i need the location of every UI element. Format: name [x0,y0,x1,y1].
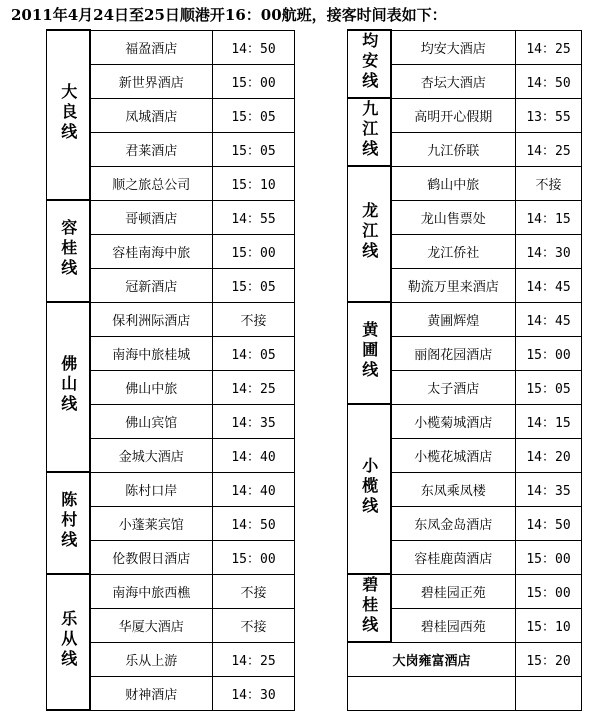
time-cell: 15：00 [213,540,295,574]
special-time-cell: 15：20 [516,642,582,677]
time-cell: 13：55 [516,98,582,132]
table-row [47,574,295,608]
time-cell: 14：05 [213,336,295,370]
hotel-cell: 保利洲际酒店 [90,302,213,336]
time-cell: 15：05 [516,370,582,404]
time-cell: 14：30 [213,676,295,710]
table-row [47,200,295,234]
route-cell [47,30,90,200]
hotel-cell: 陈村口岸 [90,472,213,506]
route-name: 黄圃线 [359,321,379,381]
hotel-cell: 龙江侨社 [391,234,516,268]
route-cell [47,574,90,710]
hotel-cell: 乐从上游 [90,642,213,676]
hotel-cell: 冠新酒店 [90,268,213,302]
table-row [348,166,582,200]
time-cell: 15：00 [516,540,582,574]
hotel-cell: 财神酒店 [90,676,213,710]
page-title: 2011年4月24日至25日顺港开16：00航班，接客时间表如下： [11,6,447,24]
time-cell: 15：05 [213,268,295,302]
time-cell: 15：00 [213,64,295,98]
time-cell: 不接 [516,166,582,200]
hotel-cell: 佛山宾馆 [90,404,213,438]
route-name: 容桂线 [58,219,78,279]
route-name: 九江线 [359,100,379,160]
time-cell: 14：15 [516,404,582,438]
time-cell: 15：10 [516,608,582,642]
hotel-cell: 小榄菊城酒店 [391,404,516,438]
route-name: 龙江线 [359,202,379,262]
table-row [348,30,582,64]
hotel-cell: 南海中旅西樵 [90,574,213,608]
route-name: 碧桂线 [359,576,379,636]
time-cell: 15：05 [213,132,295,166]
hotel-cell: 福盈酒店 [90,30,213,64]
table-row [348,404,582,438]
time-cell: 14：30 [516,234,582,268]
hotel-cell: 勒流万里来酒店 [391,268,516,302]
hotel-cell: 鹤山中旅 [391,166,516,200]
table-row-special [348,642,582,677]
time-cell: 14：15 [516,200,582,234]
route-name: 大良线 [58,83,78,143]
time-cell: 14：50 [516,506,582,540]
hotel-cell: 均安大酒店 [391,30,516,64]
time-cell: 14：25 [516,30,582,64]
empty-cell [516,677,582,711]
time-cell: 14：50 [213,30,295,64]
hotel-cell: 哥顿酒店 [90,200,213,234]
time-cell: 14：25 [213,370,295,404]
time-cell: 14：50 [516,64,582,98]
time-cell: 14：35 [516,472,582,506]
hotel-cell: 小蓬莱宾馆 [90,506,213,540]
time-cell: 14：45 [516,302,582,336]
hotel-cell: 伦教假日酒店 [90,540,213,574]
time-cell: 14：45 [516,268,582,302]
route-name: 陈村线 [58,491,78,551]
hotel-cell: 龙山售票处 [391,200,516,234]
hotel-cell: 新世界酒店 [90,64,213,98]
time-cell: 不接 [213,302,295,336]
column-gap [294,29,347,718]
time-cell: 14：40 [213,438,295,472]
route-cell [47,472,90,574]
hotel-cell: 君莱酒店 [90,132,213,166]
time-cell: 15：00 [516,336,582,370]
empty-cell [348,677,516,711]
right-schedule-table [347,29,582,711]
hotel-cell: 丽阁花园酒店 [391,336,516,370]
route-name: 小榄线 [359,457,379,517]
time-cell: 不接 [213,608,295,642]
time-cell: 14：35 [213,404,295,438]
hotel-cell: 容桂鹿茵酒店 [391,540,516,574]
time-cell: 15：05 [213,98,295,132]
route-cell [348,302,391,404]
table-row [348,98,582,132]
hotel-cell: 太子酒店 [391,370,516,404]
hotel-cell: 凤城酒店 [90,98,213,132]
hotel-cell: 顺之旅总公司 [90,166,213,200]
route-name: 均安线 [359,32,379,92]
hotel-cell: 东凤金岛酒店 [391,506,516,540]
route-cell [47,200,90,302]
hotel-cell: 小榄花城酒店 [391,438,516,472]
hotel-cell: 高明开心假期 [391,98,516,132]
table-row [348,302,582,336]
hotel-cell: 南海中旅桂城 [90,336,213,370]
time-cell: 14：55 [213,200,295,234]
hotel-cell: 佛山中旅 [90,370,213,404]
route-cell [348,404,391,574]
hotel-cell: 碧桂园正苑 [391,574,516,608]
hotel-cell: 碧桂园西苑 [391,608,516,642]
hotel-cell: 华厦大酒店 [90,608,213,642]
time-cell: 14：40 [213,472,295,506]
time-cell: 14：25 [516,132,582,166]
time-cell: 14：25 [213,642,295,676]
time-cell: 15：00 [213,234,295,268]
table-row [47,302,295,336]
hotel-cell: 杏坛大酒店 [391,64,516,98]
route-cell [47,302,90,472]
time-cell: 15：00 [516,574,582,608]
time-cell: 不接 [213,574,295,608]
route-name: 乐从线 [58,610,78,670]
special-hotel-cell: 大岗雍富酒店 [348,642,516,677]
table-row [47,30,295,64]
table-row-empty [348,677,582,711]
hotel-cell: 容桂南海中旅 [90,234,213,268]
time-cell: 14：50 [213,506,295,540]
hotel-cell: 黄圃辉煌 [391,302,516,336]
table-row [348,574,582,608]
route-cell [348,574,391,642]
route-cell [348,166,391,302]
route-name: 佛山线 [58,355,78,415]
left-schedule-table [46,29,295,711]
route-cell [348,98,391,166]
time-cell: 14：20 [516,438,582,472]
time-cell: 15：10 [213,166,295,200]
hotel-cell: 金城大酒店 [90,438,213,472]
hotel-cell: 东凤乘凤楼 [391,472,516,506]
table-row [47,472,295,506]
route-cell [348,30,391,98]
hotel-cell: 九江侨联 [391,132,516,166]
